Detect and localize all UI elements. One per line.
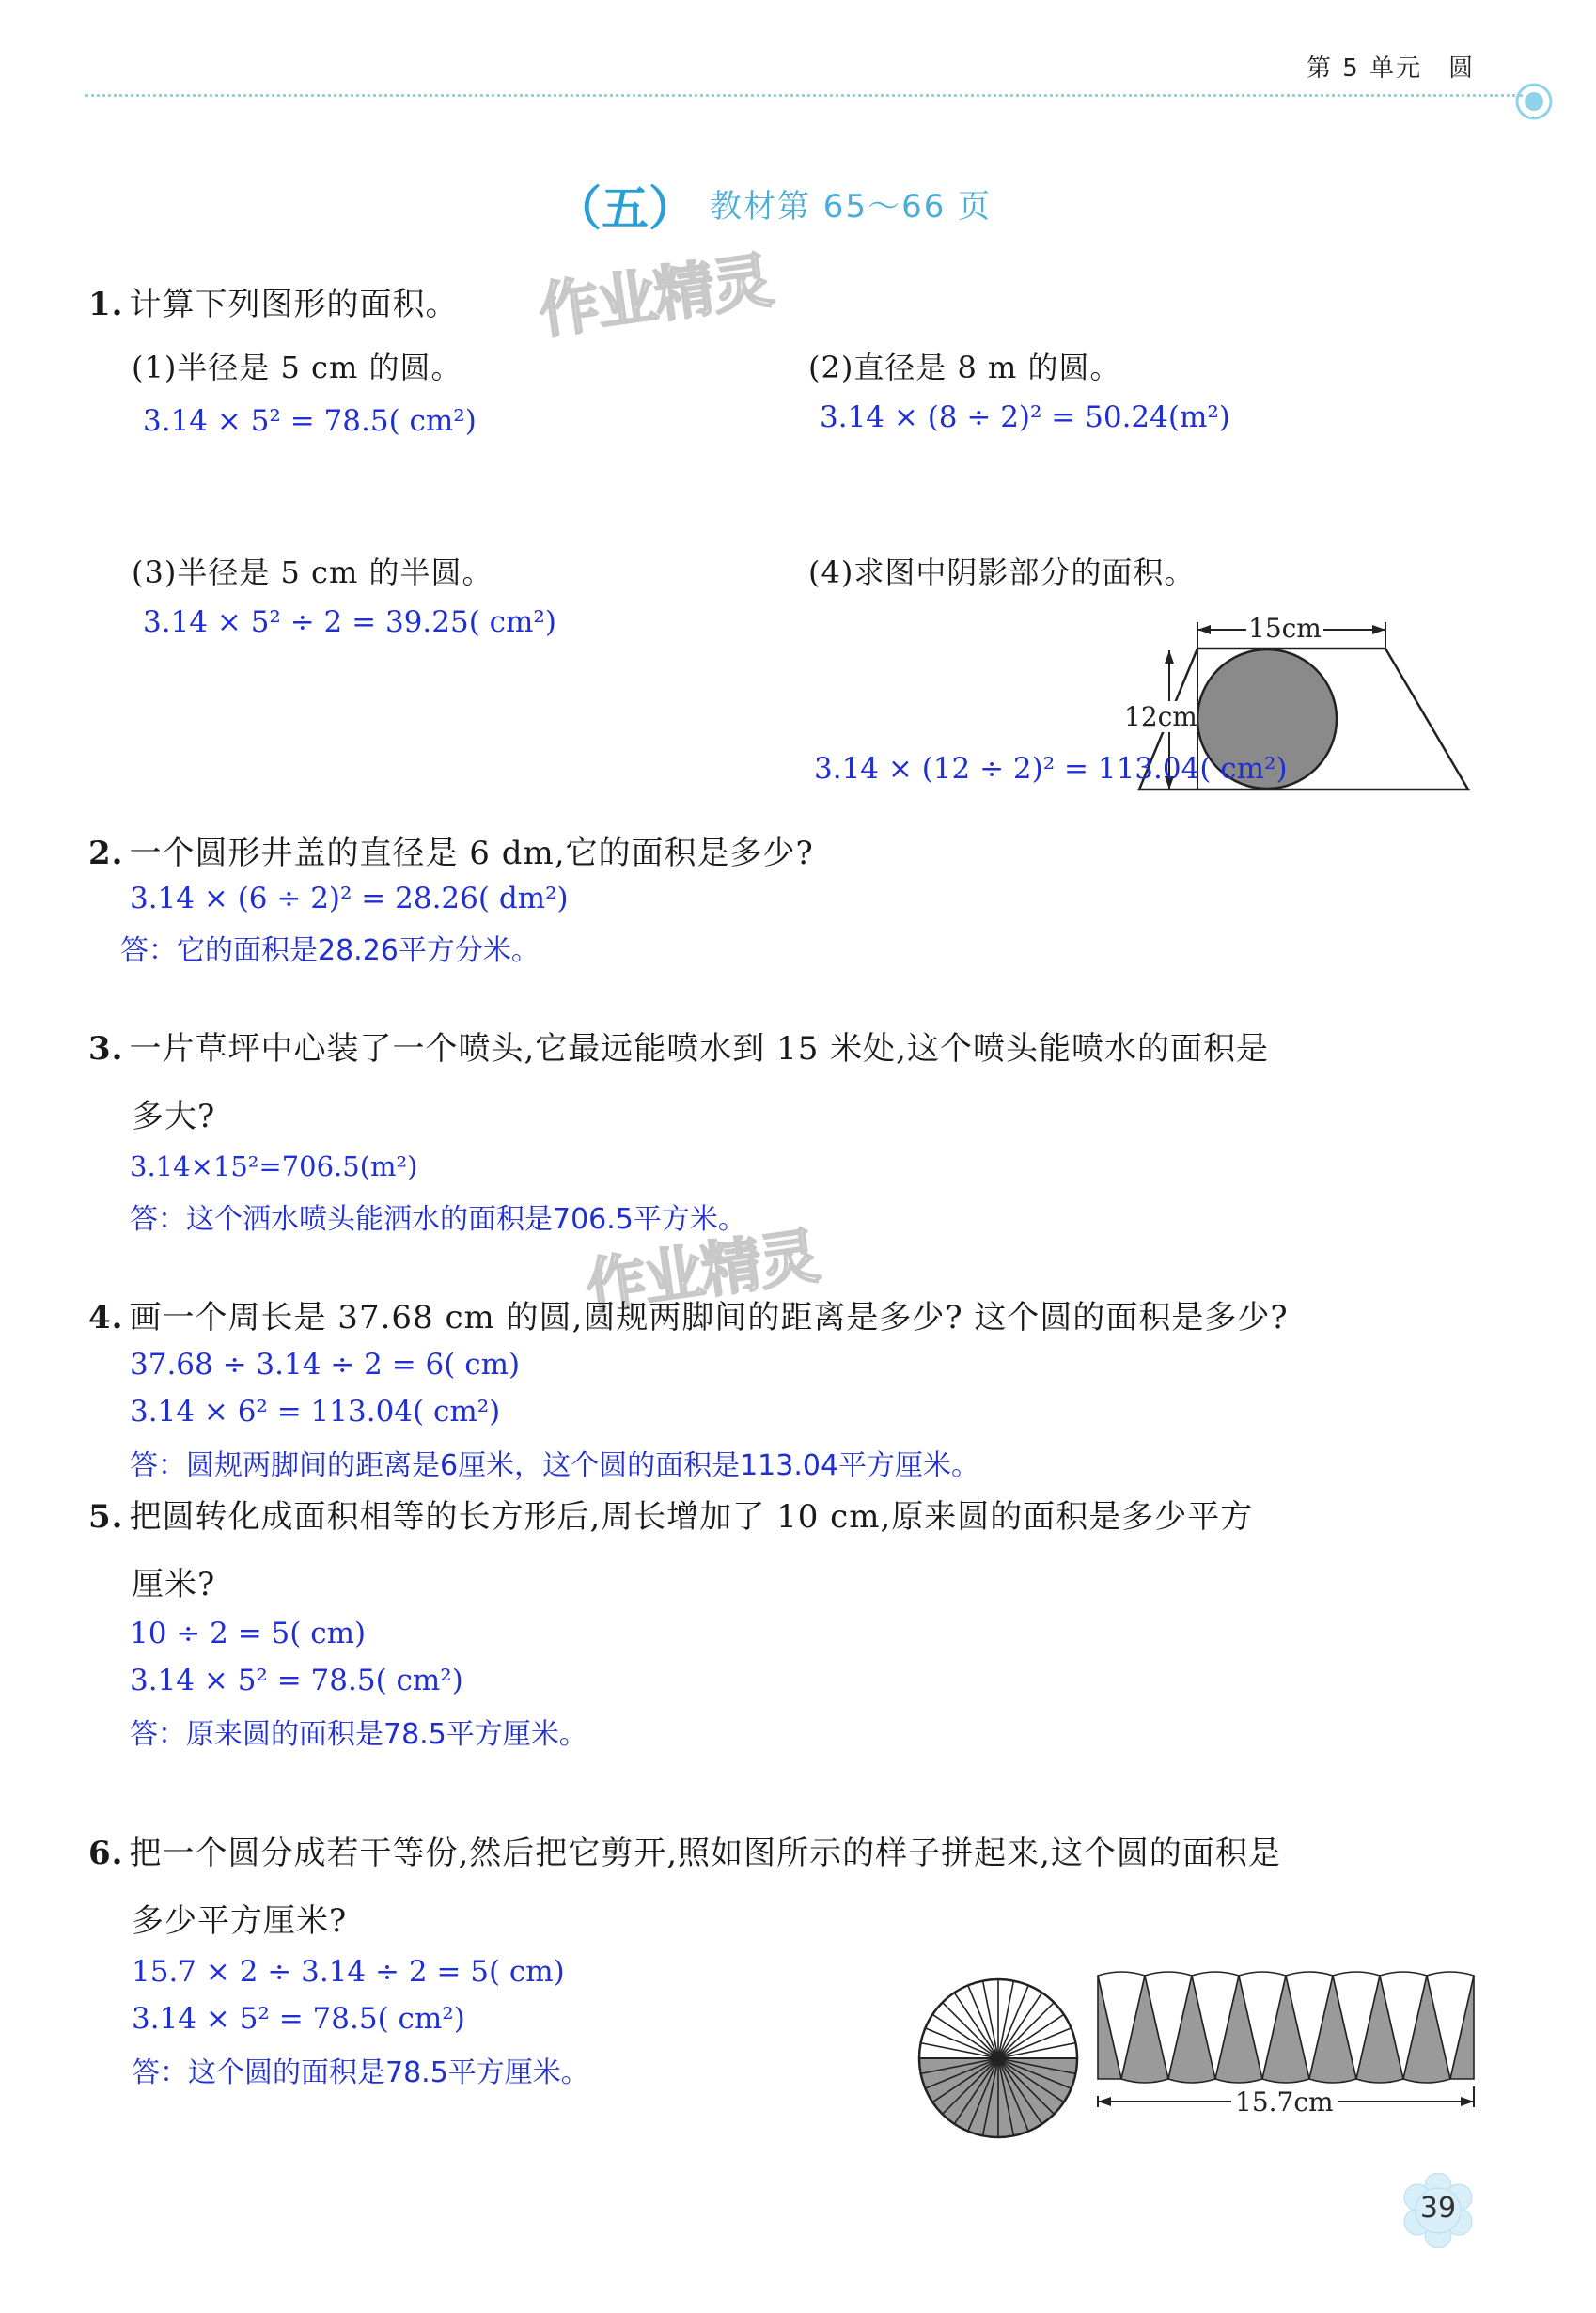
q1-part2-answer: 3.14 × (8 ÷ 2)² = 50.24(m²) xyxy=(820,400,1230,434)
sectors-length-label: 15.7cm xyxy=(1231,2086,1338,2118)
question-2-number: 2. xyxy=(88,835,124,872)
q1-part2-text: (2)直径是 8 m 的圆。 xyxy=(808,350,1121,385)
q5-calculation-1: 10 ÷ 2 = 5( cm) xyxy=(130,1617,367,1650)
q2-answer: 答：它的面积是28.26平方分米。 xyxy=(120,934,540,967)
q5-calculation-2: 3.14 × 5² = 78.5( cm²) xyxy=(130,1664,463,1697)
watermark-1: 作业精灵 xyxy=(534,246,775,348)
divided-circle-figure xyxy=(904,1964,1092,2152)
q6-calculation-2: 3.14 × 5² = 78.5( cm²) xyxy=(132,2002,465,2036)
question-3-text-line2: 多大? xyxy=(132,1098,216,1135)
question-6 xyxy=(88,1827,1281,1873)
watermark-2: 作业精灵 xyxy=(581,1222,822,1323)
page-number: 39 xyxy=(1419,2192,1457,2225)
question-4-number: 4. xyxy=(88,1299,124,1336)
q2-calculation: 3.14 × (6 ÷ 2)² = 28.26( dm²) xyxy=(130,882,569,915)
question-5-number: 5. xyxy=(88,1498,124,1536)
question-6-number: 6. xyxy=(88,1835,124,1872)
q3-answer: 答：这个洒水喷头能洒水的面积是706.5平方米。 xyxy=(130,1203,746,1236)
question-2 xyxy=(88,827,814,873)
question-5 xyxy=(88,1491,1253,1537)
question-1-number: 1. xyxy=(88,286,124,323)
question-3 xyxy=(88,1023,1269,1069)
circle-spoke xyxy=(943,2003,998,2058)
question-1 xyxy=(88,278,459,324)
question-6-text: 把一个圆分成若干等份,然后把它剪开,照如图所示的样子拼起来,这个圆的面积是 xyxy=(129,1835,1281,1872)
question-6-text-line2: 多少平方厘米? xyxy=(132,1902,348,1940)
header-circle-decoration xyxy=(1504,73,1560,120)
q6-answer: 答：这个圆的面积是78.5平方厘米。 xyxy=(132,2056,589,2089)
question-4 xyxy=(88,1291,1289,1337)
q4-calculation-2: 3.14 × 6² = 113.04( cm²) xyxy=(130,1395,501,1429)
page-number-badge xyxy=(1400,2173,1476,2248)
q1-part1-answer: 3.14 × 5² = 78.5( cm²) xyxy=(143,404,477,438)
q1-part1-text: (1)半径是 5 cm 的圆。 xyxy=(132,350,462,385)
figure-left-label: 12cm xyxy=(1124,701,1197,732)
header-divider xyxy=(85,94,1523,97)
question-3-text: 一片草坪中心装了一个喷头,它最远能喷水到 15 米处,这个喷头能喷水的面积是 xyxy=(129,1030,1269,1068)
question-2-text: 一个圆形井盖的直径是 6 dm,它的面积是多少? xyxy=(129,835,814,872)
question-4-text: 画一个周长是 37.68 cm 的圆,圆规两脚间的距离是多少? 这个圆的面积是多少? xyxy=(129,1299,1289,1336)
figure-top-label: 15cm xyxy=(1248,613,1322,644)
section-subtitle: 教材第 65～66 页 xyxy=(710,188,993,226)
q4-answer: 答：圆规两脚间的距离是6厘米，这个圆的面积是113.04平方厘米。 xyxy=(130,1449,980,1482)
q1-part3-answer: 3.14 × 5² ÷ 2 = 39.25( cm²) xyxy=(143,605,556,639)
question-5-text: 把圆转化成面积相等的长方形后,周长增加了 10 cm,原来圆的面积是多少平方 xyxy=(129,1498,1254,1536)
question-3-number: 3. xyxy=(88,1030,124,1068)
unit-header: 第 5 单元 圆 xyxy=(1307,55,1476,83)
q1-part4-answer: 3.14 × (12 ÷ 2)² = 113.04( cm²) xyxy=(814,752,1288,786)
section-number: （五） xyxy=(555,181,696,236)
circle-spoke xyxy=(998,2003,1054,2058)
q3-calculation: 3.14×15²=706.5(m²) xyxy=(130,1150,418,1182)
q6-calculation-1: 15.7 × 2 ÷ 3.14 ÷ 2 = 5( cm) xyxy=(132,1955,565,1989)
q1-part4-text: (4)求图中阴影部分的面积。 xyxy=(808,555,1196,590)
q4-calculation-1: 37.68 ÷ 3.14 ÷ 2 = 6( cm) xyxy=(130,1348,521,1382)
question-5-text-line2: 厘米? xyxy=(132,1566,216,1603)
q1-part3-text: (3)半径是 5 cm 的半圆。 xyxy=(132,555,493,590)
q5-answer: 答：原来圆的面积是78.5平方厘米。 xyxy=(130,1718,587,1751)
question-1-text: 计算下列图形的面积。 xyxy=(129,286,459,323)
